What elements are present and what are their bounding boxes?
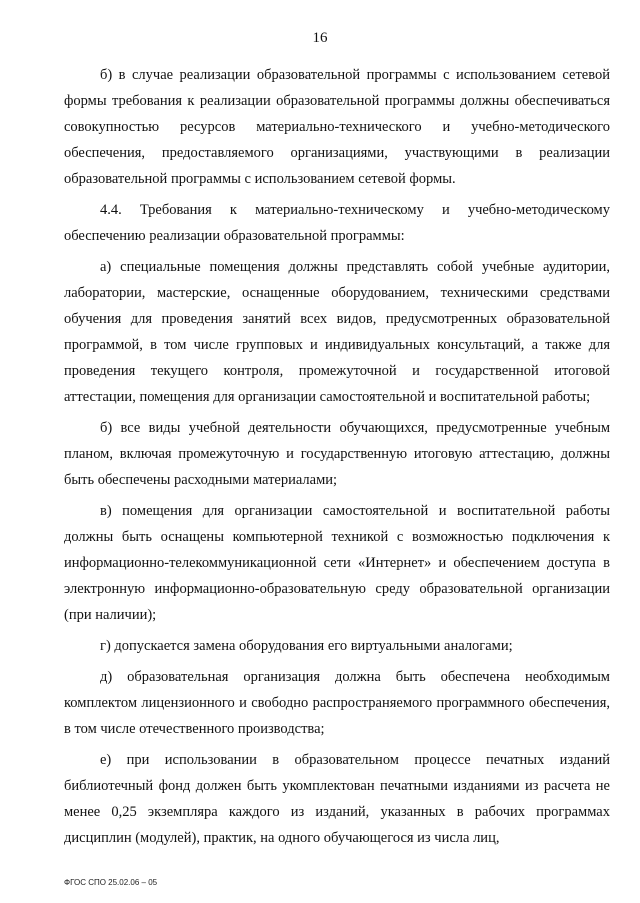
footer-standard-code: ФГОС СПО 25.02.06 – 05 xyxy=(64,878,158,887)
paragraph-item-e: е) при использовании в образовательном процессе печатных изданий библиотечный фонд должен быть укомплектован печатными изданиями из расчета не менее 0,25 экземпляра каждого из изданий, указанных в рабочих программах дисциплин (модулей), практик, на одного обучающегося из числа лиц, xyxy=(64,752,610,846)
paragraph-item-g: г) допускается замена оборудования его виртуальными аналогами; xyxy=(100,638,513,654)
paragraph-item-a: а) специальные помещения должны представлять собой учебные аудитории, лаборатории, мастерские, оснащенные оборудованием, техническими средствами обучения для проведения занятий всех видов, предусмотренных образовательной программой, в том числе групповых и индивидуальных консультаций, а также для проведения текущего контроля, промежуточной и государственной итоговой аттестации, помещения для организации самостоятельной и воспитательной работы; xyxy=(64,259,610,405)
paragraph-item-v: в) помещения для организации самостоятельной и воспитательной работы должны быть оснащены компьютерной техникой с возможностью подключения к информационно-телекоммуникационной сети «Интернет» и обеспечением доступа в электронную информационно-образовательную среду образовательной организации (при наличии); xyxy=(64,503,610,623)
paragraph-item-d: д) образовательная организация должна быть обеспечена необходимым комплектом лицензионного и свободно распространяемого программного обеспечения, в том числе отечественного производства; xyxy=(64,669,610,737)
document-body xyxy=(64,62,610,856)
paragraph-item-b: б) все виды учебной деятельности обучающихся, предусмотренные учебным планом, включая промежуточную и государственную итоговую аттестацию, должны быть обеспечены расходными материалами; xyxy=(64,420,610,488)
page-number: 16 xyxy=(312,30,328,46)
paragraph-section-4-4: 4.4. Требования к материально-техническому и учебно-методическому обеспечению реализации образовательной программы: xyxy=(64,202,610,244)
paragraph-network-form: б) в случае реализации образовательной программы с использованием сетевой формы требования к реализации образовательной программы должны обеспечиваться совокупностью ресурсов материально-технического и учебно-методического обеспечения, предоставляемого организациями, участвующими в реализации образовательной программы с использованием сетевой формы. xyxy=(64,67,610,187)
